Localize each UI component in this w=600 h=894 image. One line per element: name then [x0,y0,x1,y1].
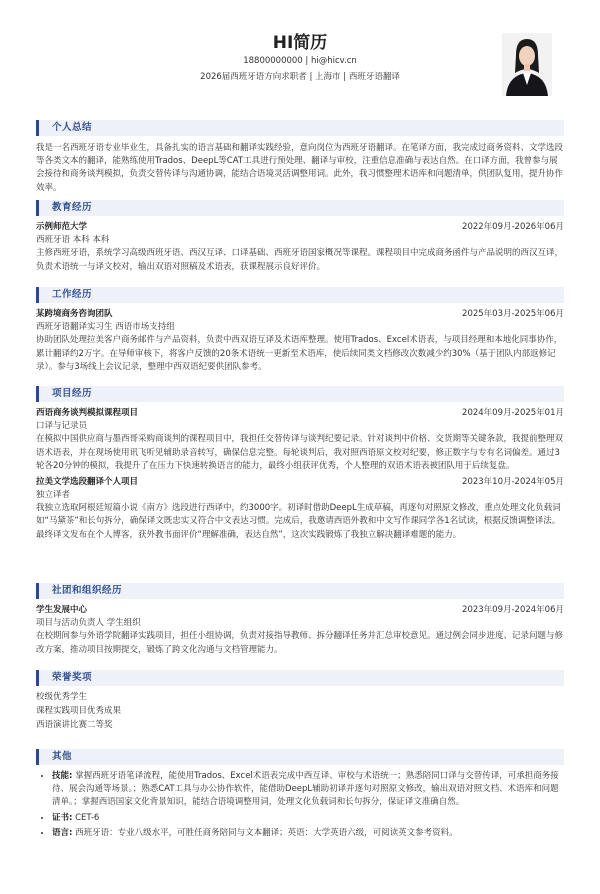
section-header [36,386,564,402]
section-title: 工作经历 [52,289,93,300]
award-item: 校级优秀学生 [36,692,88,702]
awards-section [36,670,564,733]
award-item: 课程实践项目优秀成果 [36,706,122,717]
campus-role: 项目与活动负责人 学生组织 [36,618,141,629]
other-label: 技能: [52,771,73,781]
company-name: 某跨境商务咨询团队 [36,309,113,319]
project-role: 口译与记录员 [36,421,88,432]
org-name: 学生发展中心 [36,605,88,615]
work-role: 西班牙语翻译实习生 西语市场支持组 [36,322,175,333]
summary-text: 我是一名西班牙语专业毕业生，具备扎实的语言基础和翻译实践经验，意向岗位为西班牙语翻译。在笔译方面，我完成过商务资料、文学选段等各类文本的翻译，能熟练使用Trados、DeepL等CAT工具进行预处理、翻译与审校，注重信息准确与表达自然。在口译方面，我曾参与展会接待和商务谈判模拟，负责交替传译与沟通协调，能结合语境灵活调整用词。此外，我习惯整理术语库和问题清单，供团队复用，提升协作效率。 [36,143,564,193]
work-date: 2025年03月-2025年06月 [462,309,564,319]
project-text: 在模拟中国供应商与墨西哥采购商谈判的课程项目中，我担任交替传译与谈判纪要记录。针对谈判中价格、交货期等关键条款，我提前整理双语术语表，并在现场使用讯飞听见辅助录音转写，确保信息完整。每轮谈判后，我对照西语原文校对纪要，修正数字与专有名词偏差。通过3轮各20分钟的模拟，我提升了在压力下快速转换语言的能力，最终小组获评优秀，个人整理的双语术语表被团队用于后续复盘。 [36,434,564,471]
resume-header [0,0,600,100]
project-row [36,476,564,489]
education-text: 主修西班牙语，系统学习高级西班牙语、西汉互译、口译基础、西班牙语国家概况等课程。课程项目中完成商务函件与产品说明的西汉互译，负责术语统一与译文校对，输出双语对照稿及术语表，获课程展示良好评价。 [36,248,564,272]
contact-line: 18800000000 | hi@hicv.cn [243,56,357,66]
campus-date: 2023年09月-2024年06月 [462,605,564,615]
other-label: 证书: [52,812,73,823]
other-list [36,770,564,840]
project-name: 拉美文学选段翻译个人项目 [36,476,139,487]
project-date: 2024年09月-2025年01月 [462,408,564,418]
education-row [36,221,564,234]
other-text: 掌握西班牙语笔译流程，能使用Trados、Excel术语表完成中西互译、审校与术语统一；熟悉陪同口译与交替传译，可承担商务接待、展会沟通等场景。；熟悉CAT工具与办公协作软件，能借助DeepL辅助初译并逐句对照原文修改，输出双语对照文档、术语库和问题清单。；掌握西语国家文化背景知识，能结合语境调整用词，处理文化负载词和长句拆分，保证译文准确自然。 [52,771,559,808]
education-section [36,200,564,274]
other-text: 西班牙语：专业八级水平，可胜任商务陪同与文本翻译；英语：大学英语六级，可阅读英文参考资料。 [75,827,458,838]
section-header [36,287,564,303]
certificate-item [52,812,564,825]
section-title: 项目经历 [52,388,93,399]
work-row [36,308,564,321]
skills-item [52,770,564,810]
other-text: CET-6 [75,812,100,823]
award-item: 西语演讲比赛二等奖 [36,720,113,731]
project-row [36,407,564,420]
education-major: 西班牙语 本科 本科 [36,235,110,246]
school-name: 示例师范大学 [36,222,88,232]
section-header [36,749,564,765]
campus-section [36,583,564,657]
section-title: 荣誉奖项 [52,672,93,683]
section-header [36,120,564,136]
section-header [36,583,564,599]
other-section [36,749,564,842]
person-photo-icon [502,33,552,96]
project-name: 西语商务谈判模拟课程项目 [36,408,139,418]
section-title: 个人总结 [52,122,93,133]
project-text: 我独立选取阿根廷短篇小说《南方》选段进行西译中，约3000字。初译时借助DeepL生成草稿，再逐句对照原文修改，重点处理文化负载词如“马黛茶”和长句拆分，确保译文既忠实又符合中文表达习惯。完成后，我邀请西语外教和中文写作课同学各1名试读，根据反馈调整译法。最终译文发布在个人博客，获外教书面评价“理解准确，表达自然”，这次实践锻炼了我独立解决翻译难题的能力。 [36,503,561,540]
work-section [36,287,564,374]
candidate-name: HI简历 [272,33,328,53]
language-item [52,827,564,840]
other-label: 语言: [52,827,73,838]
education-date: 2022年09月-2026年06月 [462,222,564,232]
section-header [36,670,564,686]
project-date: 2023年10月-2024年05月 [462,476,564,487]
campus-text: 在校期间参与外语学院翻译实践项目，担任小组协调，负责对接指导教师、拆分翻译任务并汇总审校意见。通过例会同步进度、记录问题与修改方案，推动项目按期提交，锻炼了跨文化沟通与文档管理能力。 [36,631,564,655]
summary-section [36,120,564,195]
section-header [36,200,564,216]
job-intent-line: 2026届西班牙语方向求职者 | 上海市 | 西班牙语翻译 [200,72,400,82]
work-text: 协助团队处理拉美客户商务邮件与产品资料，负责中西双语互译及术语库整理。使用Trados、Excel术语表，与项目经理和本地化同事协作，累计翻译约2万字。在导师审核下，将客户反馈的20条术语统一更新至术语库，使后续同类文档修改次数减少约30%（基于团队内部返修记录）。参与3场线上会议记录，整理中西双语纪要供团队参考。 [36,335,563,372]
section-title: 社团和组织经历 [52,585,123,596]
avatar [502,33,552,96]
section-title: 教育经历 [52,202,93,213]
projects-section [36,386,564,542]
campus-row [36,604,564,617]
section-title: 其他 [52,751,73,762]
project-role: 独立译者 [36,490,71,501]
